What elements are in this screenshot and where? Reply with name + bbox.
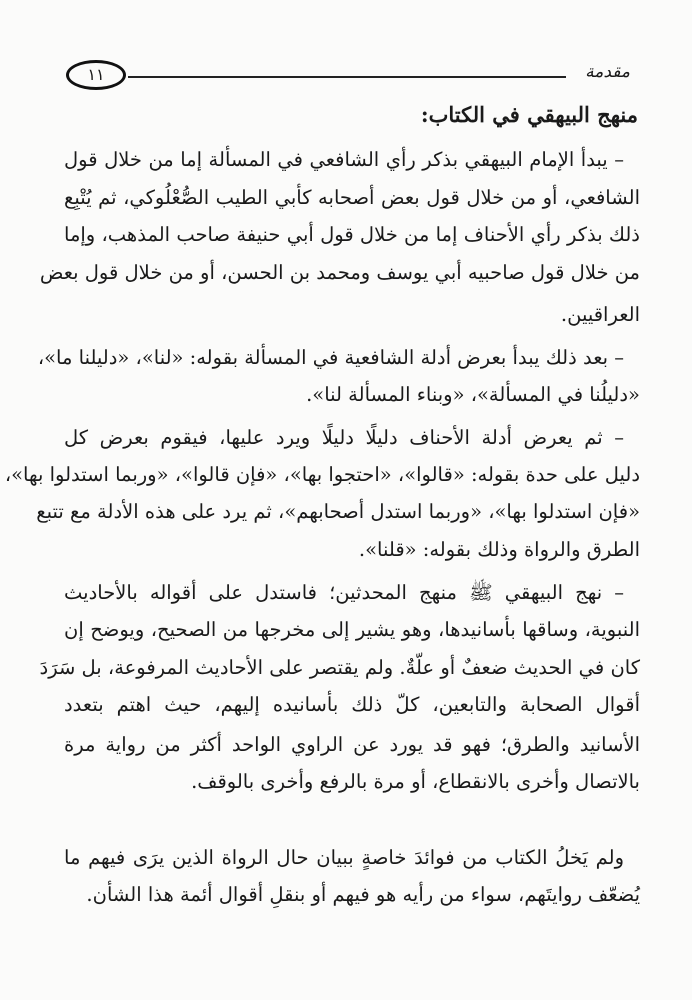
text-line: الشافعي، أو من خلال قول بعض أصحابه كأبي الطيب الصُّعْلُوكي، ثم يُتْبِع: [64, 186, 640, 209]
text-line: العراقيين.: [560, 303, 640, 326]
section-heading: منهج البيهقي في الكتاب:: [420, 102, 638, 127]
text-line: ولم يَخلُ الكتاب من فوائدَ خاصةٍ ببيان حال الرواة الذين يرَى فيهم ما: [64, 846, 624, 869]
text-line: كان في الحديث ضعفٌ أو علّةٌ. ولم يقتصر على الأحاديث المرفوعة، بل سَرَدَ: [39, 656, 640, 679]
text-line: دليل على حدة بقوله: «قالوا»، «احتجوا بها»، «فإن قالوا»، «وربما استدلوا بها»،: [4, 463, 640, 486]
text-line: أقوال الصحابة والتابعين، كلّ ذلك بأسانيده إليهم، حيث اهتم بتعدد: [64, 693, 640, 716]
text-line: – بعد ذلك يبدأ بعرض أدلة الشافعية في المسألة بقوله: «لنا»، «دليلنا ما»،: [37, 346, 624, 369]
text-line: يُضعّف روايتَهم، سواء من رأيه هو فيهم أو بنقلِ أقوال أئمة هذا الشأن.: [86, 883, 640, 906]
text-line: – نهج البيهقي ﷺ منهج المحدثين؛ فاستدل على أقواله بالأحاديث: [64, 581, 624, 604]
text-line: «دليلُنا في المسألة»، «وبناء المسألة لنا».: [306, 383, 640, 406]
text-line: من خلال قول صاحبيه أبي يوسف ومحمد بن الحسن، أو من خلال قول بعض: [39, 261, 640, 284]
text-line: – يبدأ الإمام البيهقي بذكر رأي الشافعي في المسألة إما من خلال قول: [64, 148, 624, 171]
text-line: الطرق والرواة وذلك بقوله: «قلنا».: [358, 538, 640, 561]
text-line: النبوية، وساقها بأسانيدها، وهو يشير إلى مخرجها من الصحيح، ويوضح إن: [64, 618, 640, 641]
page-number: ١١: [87, 65, 105, 84]
running-title: مقدمة: [585, 62, 630, 82]
text-line: «فإن استدلوا بها»، «وربما استدل أصحابهم»، ثم يرد على هذه الأدلة مع تتبع: [36, 500, 640, 523]
text-line: الأسانيد والطرق؛ فهو قد يورد عن الراوي الواحد أكثر من رواية مرة: [64, 733, 640, 756]
text-line: – ثم يعرض أدلة الأحناف دليلًا دليلًا ويرد عليها، فيقوم بعرض كل: [64, 426, 624, 449]
text-line: بالاتصال وأخرى بالانقطاع، أو مرة بالرفع وأخرى بالوقف.: [191, 770, 640, 793]
text-line: ذلك بذكر رأي الأحناف إما من خلال قول أبي حنيفة صاحب المذهب، وإما: [64, 223, 640, 246]
header-rule: [128, 76, 566, 78]
page-number-oval: [66, 60, 126, 90]
